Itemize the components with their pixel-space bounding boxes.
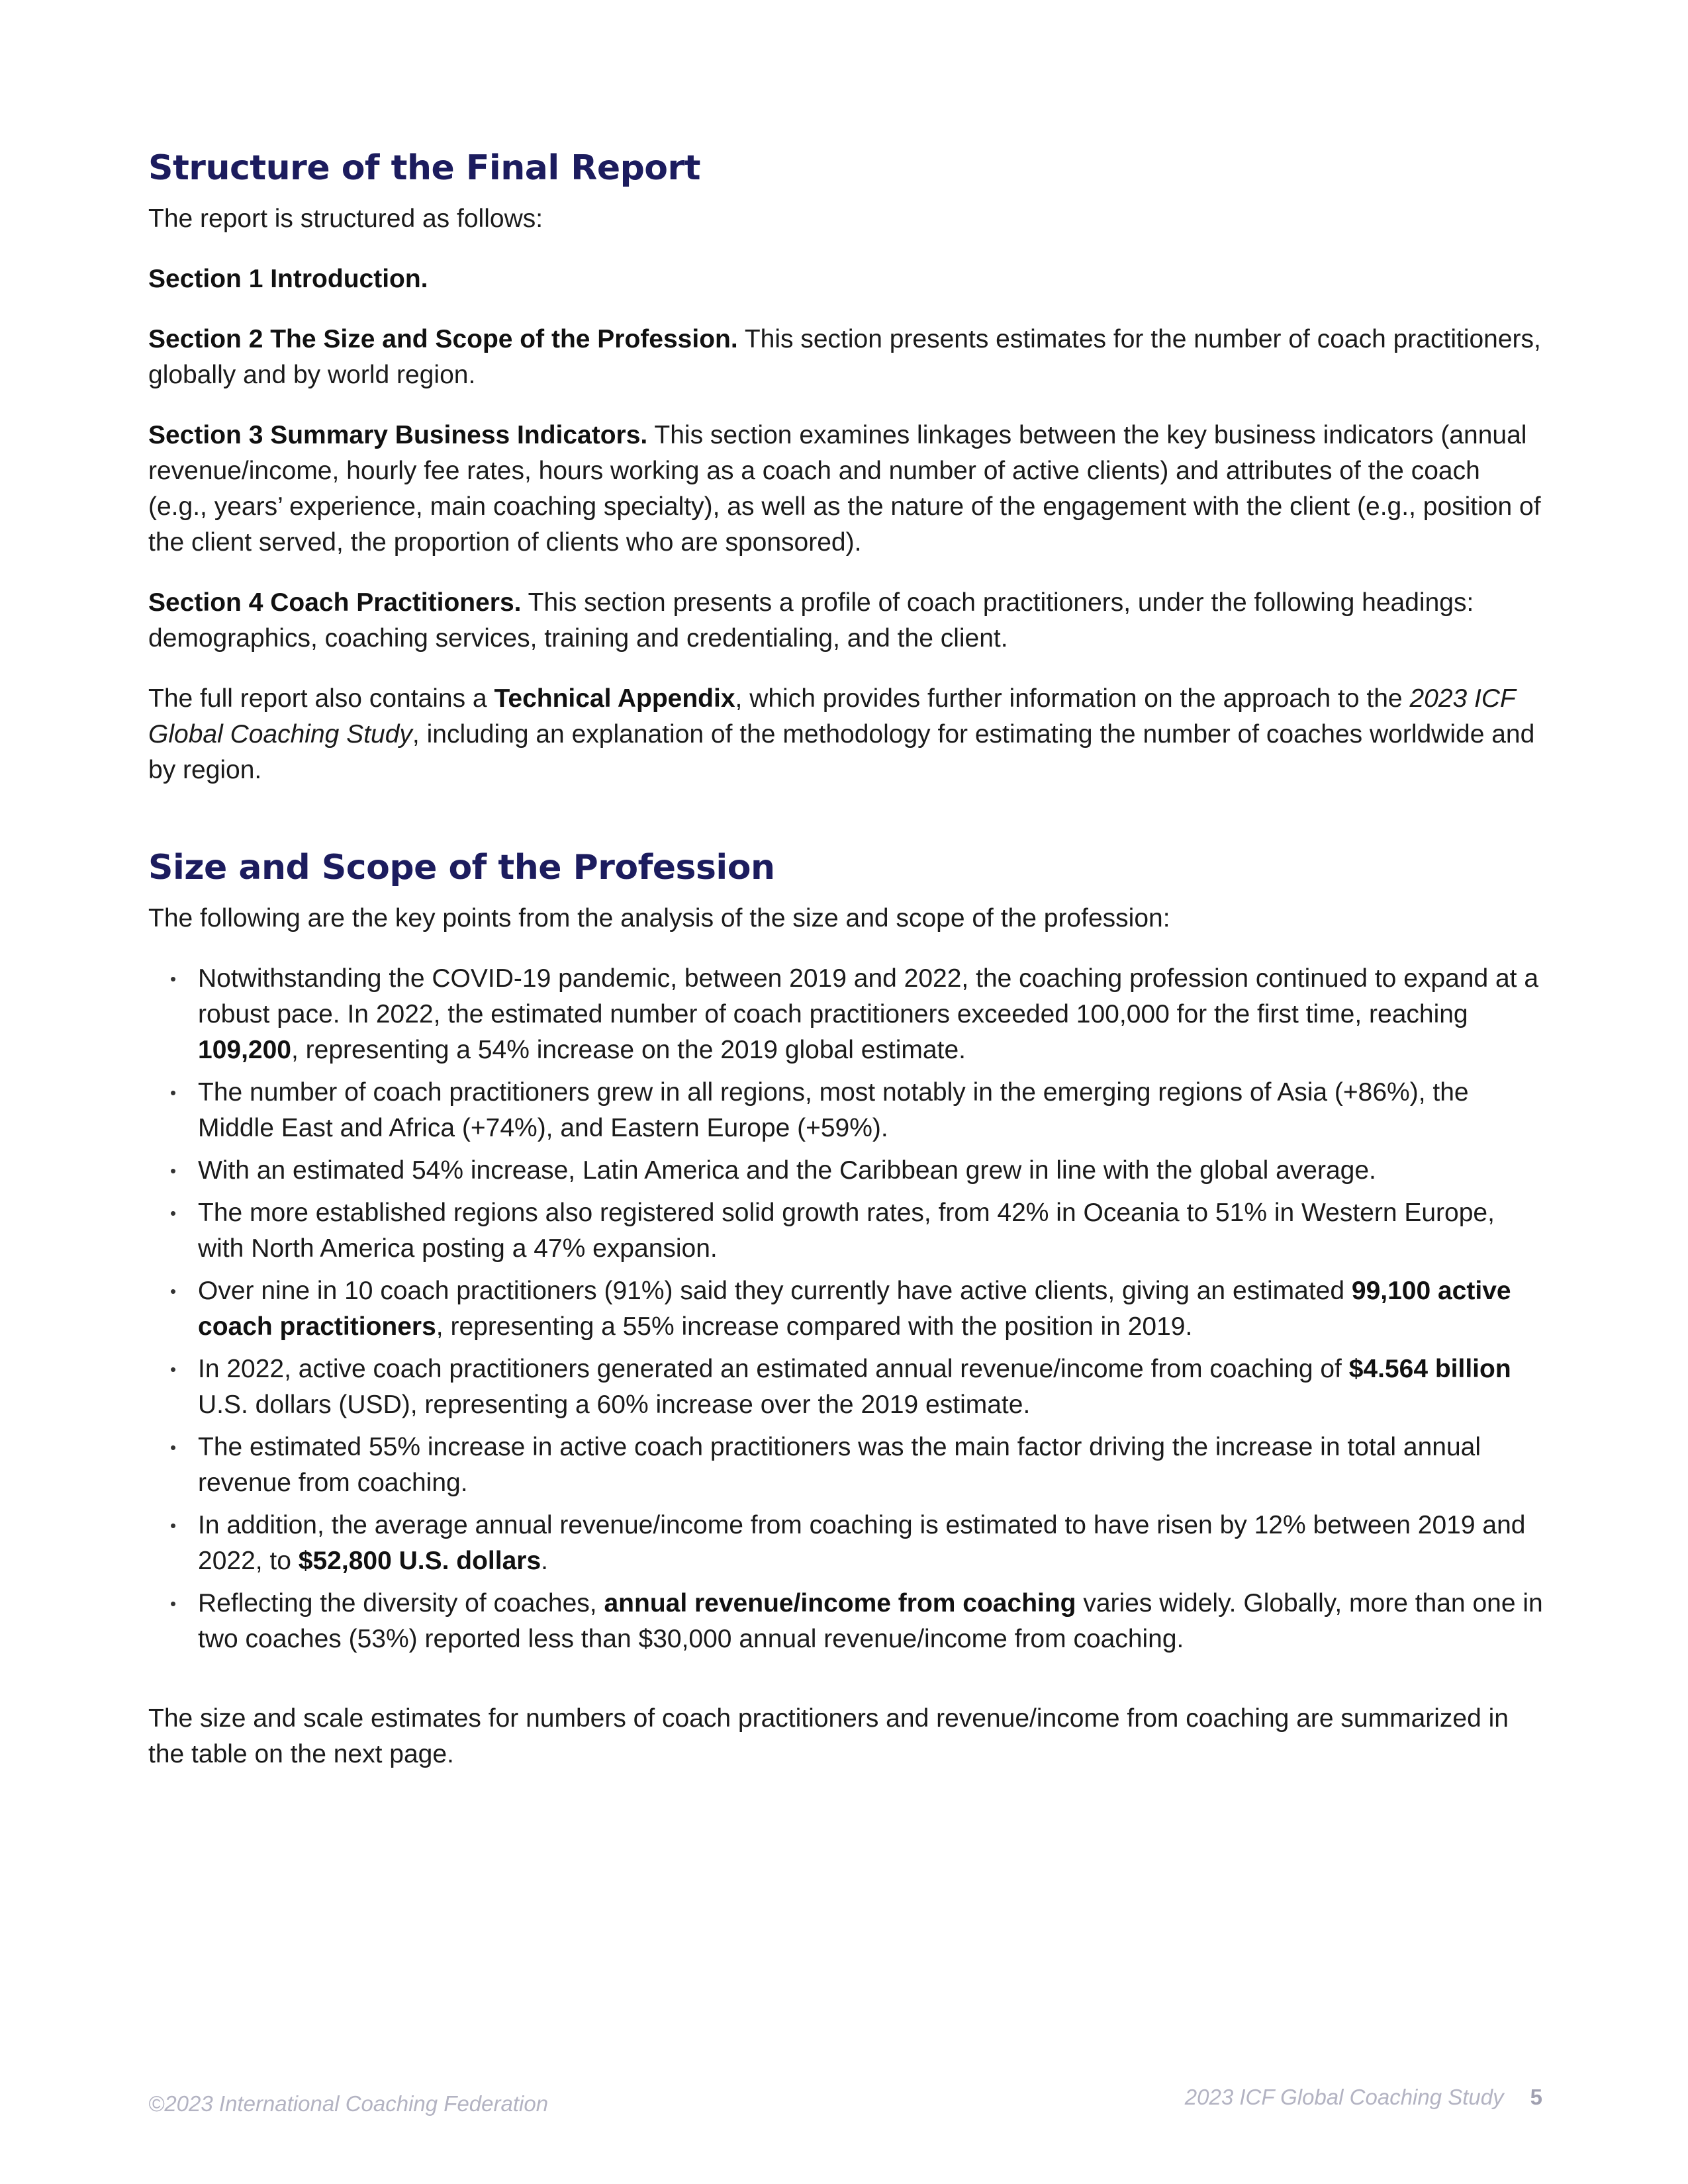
section-4-label: Section 4 Coach Practitioners. — [148, 588, 522, 617]
section-3-label: Section 3 Summary Business Indicators. — [148, 421, 648, 449]
key-points-list — [148, 961, 1545, 1657]
bullet-emphasis: 109,200 — [198, 1036, 291, 1064]
heading-size-and-scope: Size and Scope of the Profession — [148, 848, 775, 887]
section-4-entry — [148, 585, 1545, 657]
footer-study-info — [1185, 2085, 1542, 2110]
bullet-text: , representing a 54% increase on the 2019 global estimate. — [291, 1036, 966, 1064]
section-1-entry — [148, 261, 1545, 297]
list-item — [198, 1351, 1545, 1423]
section-3-text: This section examines linkages between the key business indicators (annual revenue/income, hourly fee rates, hours working as a coach and number of active clients) and attributes of the coach (e.g., years’ experience, main coaching specialty), as well as the nature of the engagement with the client (e.g., position of the client served, the proportion of clients who are sponsored). — [148, 421, 1541, 557]
bullet-text: Notwithstanding the COVID-19 pandemic, between 2019 and 2022, the coaching profession continued to expand at a robust pace. In 2022, the estimated number of coach practitioners exceeded 100,000 for the first time, reaching — [198, 964, 1539, 1028]
heading-structure-of-report: Structure of the Final Report — [148, 148, 701, 188]
closing-paragraph: The size and scale estimates for numbers of coach practitioners and revenue/income from coaching are summarized in the table on the next page. — [148, 1704, 1509, 1768]
appendix-text-1: The full report also contains a — [148, 684, 494, 713]
bullet-text: In addition, the average annual revenue/income from coaching is estimated to have risen by 12% between 2019 and 2022, to — [198, 1511, 1526, 1575]
footer-copyright: ©2023 International Coaching Federation — [148, 2091, 549, 2116]
section-2-text: This section presents estimates for the number of coach practitioners, globally and by world region. — [148, 325, 1541, 389]
bullet-text: Reflecting the diversity of coaches, — [198, 1589, 604, 1617]
section-4-text: This section presents a profile of coach practitioners, under the following headings: demographics, coaching services, training and credentialing, and the client. — [148, 588, 1474, 653]
bullet-text: The number of coach practitioners grew in all regions, most notably in the emerging regions of Asia (+86%), the Middle East and Africa (+74%), and Eastern Europe (+59%). — [198, 1078, 1469, 1142]
appendix-text-3: , including an explanation of the methodology for estimating the number of coaches worldwide and by region. — [148, 720, 1535, 784]
bullet-emphasis: 99,100 active coach practitioners — [198, 1277, 1511, 1341]
list-item — [198, 1586, 1545, 1657]
bullet-text: The more established regions also registered solid growth rates, from 42% in Oceania to 51% in Western Europe, with North America posting a 47% expansion. — [198, 1199, 1495, 1263]
list-item — [198, 1430, 1545, 1501]
list-item — [198, 1273, 1545, 1345]
appendix-paragraph — [148, 681, 1545, 788]
section-2-label: Section 2 The Size and Scope of the Profession. — [148, 325, 738, 353]
footer-study-title: 2023 ICF Global Coaching Study — [1184, 2085, 1504, 2109]
study-title: 2023 ICF Global Coaching Study — [148, 684, 1516, 749]
bullet-text: Over nine in 10 coach practitioners (91%) said they currently have active clients, giving an estimated — [198, 1277, 1352, 1305]
section-3-entry — [148, 418, 1545, 561]
bullet-text: U.S. dollars (USD), representing a 60% increase over the 2019 estimate. — [198, 1390, 1031, 1419]
bullet-text: . — [541, 1547, 549, 1575]
bullet-emphasis: annual revenue/income from coaching — [604, 1589, 1076, 1617]
section-1-label: Section 1 Introduction. — [148, 265, 428, 293]
technical-appendix-label: Technical Appendix — [494, 684, 735, 713]
structure-intro: The report is structured as follows: — [148, 205, 543, 233]
list-item — [198, 1075, 1545, 1146]
list-item — [198, 1153, 1545, 1189]
bullet-emphasis: $52,800 U.S. dollars — [298, 1547, 541, 1575]
document-page — [148, 147, 1545, 1797]
list-item — [198, 961, 1545, 1068]
bullet-emphasis: $4.564 billion — [1348, 1355, 1511, 1383]
bullet-text: , representing a 55% increase compared with the position in 2019. — [436, 1312, 1193, 1341]
bullet-text: The estimated 55% increase in active coach practitioners was the main factor driving the increase in total annual revenue from coaching. — [198, 1433, 1481, 1497]
list-item — [198, 1508, 1545, 1579]
page-number: 5 — [1530, 2085, 1542, 2109]
bullet-text: varies widely. Globally, more than one in two coaches (53%) reported less than $30,000 annual revenue/income from coaching. — [198, 1589, 1543, 1653]
list-item — [198, 1195, 1545, 1267]
section-2-entry — [148, 322, 1545, 393]
bullet-text: In 2022, active coach practitioners generated an estimated annual revenue/income from coaching of — [198, 1355, 1349, 1383]
size-scope-intro: The following are the key points from the analysis of the size and scope of the profession: — [148, 904, 1170, 933]
appendix-text-2: , which provides further information on the approach to the — [735, 684, 1410, 713]
bullet-text: With an estimated 54% increase, Latin America and the Caribbean grew in line with the global average. — [198, 1156, 1376, 1185]
